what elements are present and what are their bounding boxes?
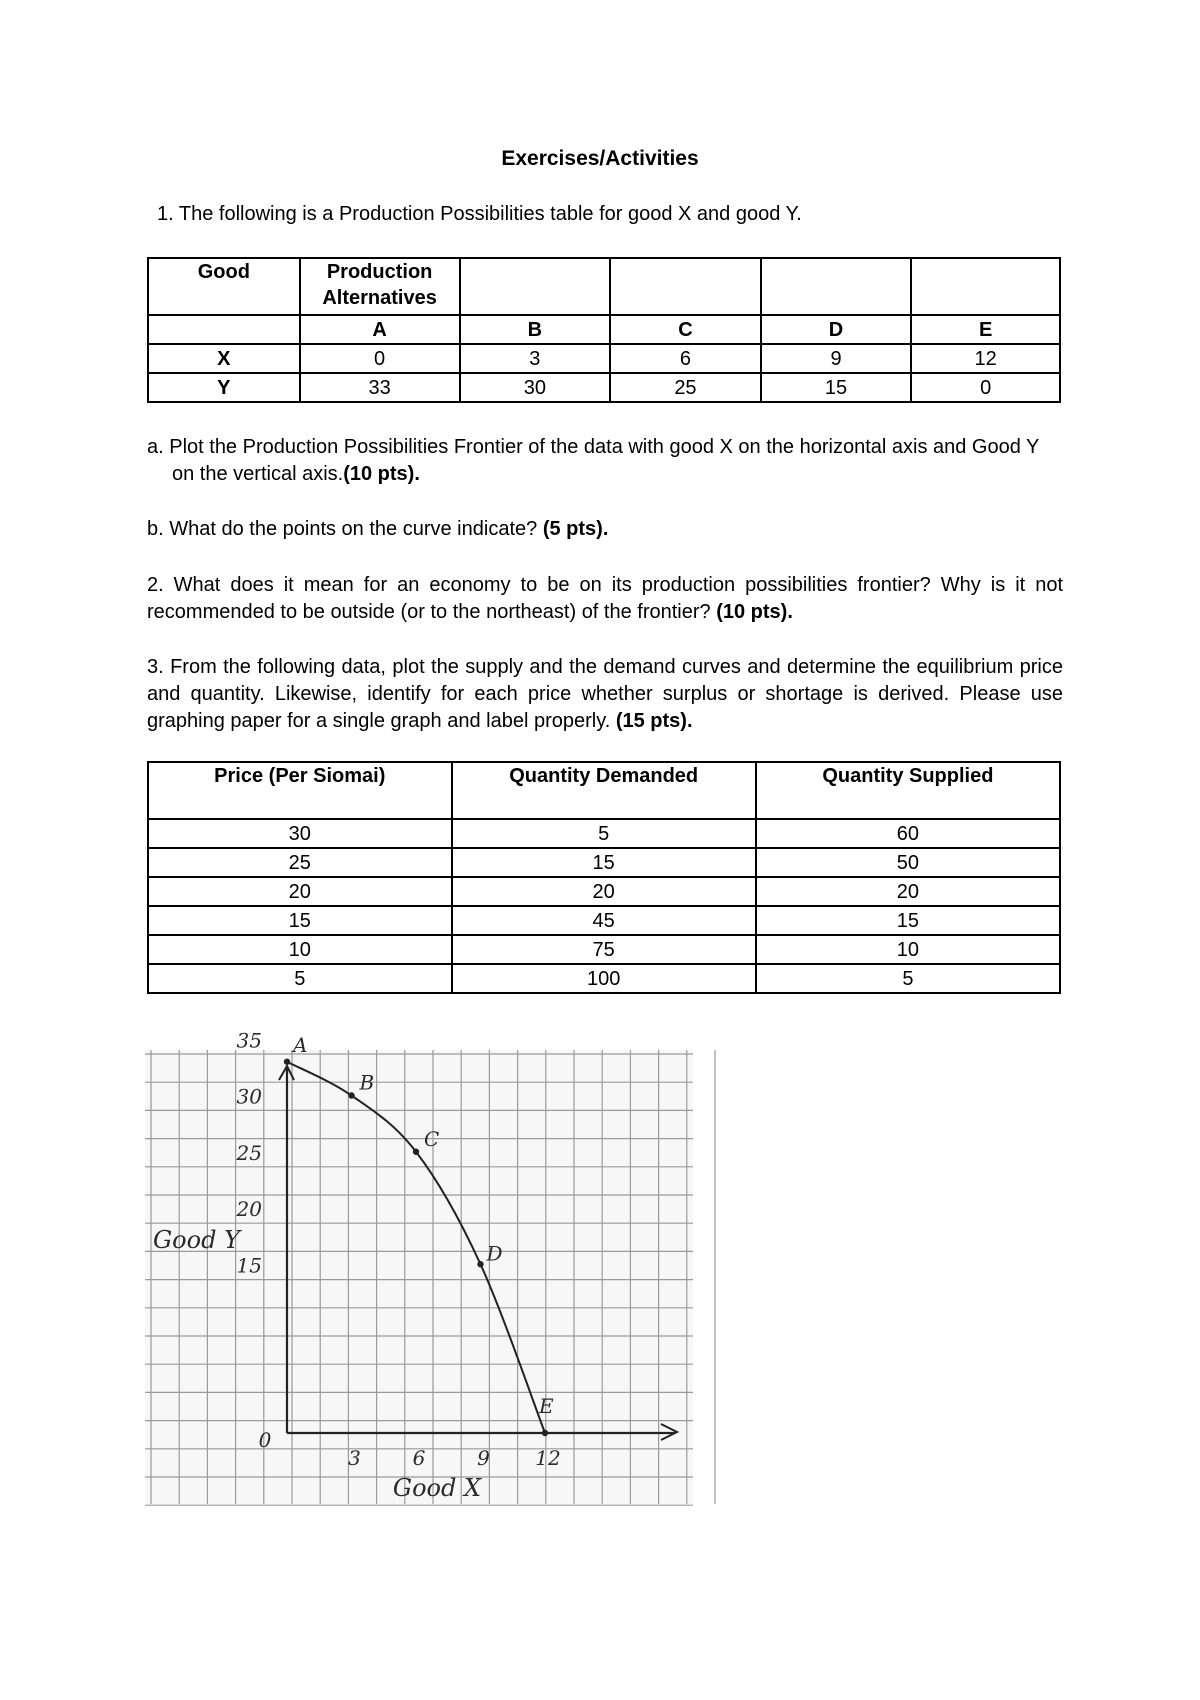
sdt-cell: 75: [452, 935, 756, 964]
y-tick-label: 20: [236, 1197, 262, 1221]
table-row: [148, 935, 1060, 964]
table-row: [148, 964, 1060, 993]
sdt-cell: 100: [452, 964, 756, 993]
question-1b-points: (5 pts).: [542, 518, 609, 540]
question-3-points: (15 pts).: [615, 710, 693, 732]
sdt-cell: 10: [756, 935, 1060, 964]
question-1a: [147, 434, 1063, 488]
ppt-cell: 3: [460, 344, 611, 373]
question-3: [147, 654, 1063, 735]
sdt-cell: 5: [452, 819, 756, 848]
table-row: [148, 848, 1060, 877]
table-row: [148, 906, 1060, 935]
ppf-point-label: E: [539, 1394, 554, 1418]
ppf-point-e: [542, 1430, 548, 1436]
y-tick-label: 25: [236, 1140, 262, 1165]
ppf-graph: [145, 1028, 693, 1504]
table-row: [148, 819, 1060, 848]
ppt-row-label: X: [148, 344, 300, 373]
question-2: [147, 572, 1063, 626]
ppf-point-b: [348, 1092, 354, 1098]
sdt-cell: 20: [452, 877, 756, 906]
origin-label: 0: [258, 1428, 272, 1452]
sdt-cell: 50: [756, 848, 1060, 877]
sdt-cell: 30: [148, 819, 452, 848]
y-tick-label: 30: [236, 1084, 262, 1109]
ppt-cell: 12: [911, 344, 1060, 373]
x-tick-label: 6: [412, 1446, 426, 1470]
ppt-subheader-cell: [148, 315, 300, 344]
supply-demand-table: [147, 761, 1061, 994]
sdt-header-supplied: Quantity Supplied: [756, 762, 1060, 819]
ppt-header-alternatives: Production Alternatives: [300, 258, 460, 315]
ppt-header-cell: [610, 258, 761, 315]
question-1-intro: 1. The following is a Production Possibilities table for good X and good Y.: [157, 203, 802, 225]
ppt-subheader-cell: B: [460, 315, 611, 344]
ppf-point-label: D: [486, 1241, 503, 1266]
question-1b: [147, 516, 1063, 543]
ppt-header-cell: [460, 258, 611, 315]
ppt-header-cell: [911, 258, 1060, 315]
ppt-subheader-cell: C: [610, 315, 761, 344]
ppf-point-c: [413, 1149, 419, 1155]
question-2-text: 2. What does it mean for an economy to be on its production possibilities frontier? Why is it not recommended to be outside (or to the northeast) of the frontier?: [147, 574, 1063, 623]
sdt-header-demanded: Quantity Demanded: [452, 762, 756, 819]
ppt-cell: 6: [610, 344, 761, 373]
table-row: [148, 877, 1060, 906]
x-tick-label: 12: [535, 1446, 561, 1470]
ppt-header-good: Good: [148, 258, 300, 315]
graph-paper: [145, 1050, 693, 1504]
ppt-cell: 0: [300, 344, 460, 373]
sdt-cell: 20: [756, 877, 1060, 906]
sdt-cell: 5: [148, 964, 452, 993]
ppf-point-d: [477, 1261, 483, 1267]
question-2-points: (10 pts).: [716, 601, 793, 623]
question-3-text: 3. From the following data, plot the supply and the demand curves and determine the equilibrium price and quantity. Likewise, identify for each price whether surplus or shortage is derived. Please use graphing paper for a single graph and label properly.: [147, 656, 1063, 732]
y-axis-title: Good Y: [153, 1226, 240, 1254]
question-1b-text: b. What do the points on the curve indicate?: [147, 518, 538, 540]
ppf-point-label: B: [359, 1070, 375, 1095]
ppt-cell: 30: [460, 373, 611, 402]
question-1a-points: (10 pts).: [343, 463, 420, 485]
sdt-cell: 15: [452, 848, 756, 877]
ppt-cell: 9: [761, 344, 912, 373]
production-possibilities-table: [147, 257, 1061, 403]
sdt-cell: 15: [756, 906, 1060, 935]
ppf-point-a: [284, 1059, 290, 1065]
ppt-header-cell: [761, 258, 912, 315]
question-1a-text: a. Plot the Production Possibilities Frontier of the data with good X on the horizontal axis and Good Y on the vertical axis.: [147, 436, 1040, 485]
ppt-subheader-cell: A: [300, 315, 460, 344]
ppt-cell: 33: [300, 373, 460, 402]
x-axis-title: Good X: [392, 1474, 482, 1502]
sdt-cell: 10: [148, 935, 452, 964]
ppt-subheader-cell: D: [761, 315, 912, 344]
sdt-cell: 60: [756, 819, 1060, 848]
sdt-header-price: Price (Per Siomai): [148, 762, 452, 819]
table-row: [148, 373, 1060, 402]
page-title: Exercises/Activities: [501, 147, 699, 170]
y-tick-label: 35: [236, 1028, 262, 1053]
ppt-cell: 0: [911, 373, 1060, 402]
sdt-cell: 25: [148, 848, 452, 877]
table-row: [148, 344, 1060, 373]
sdt-cell: 5: [756, 964, 1060, 993]
sdt-cell: 45: [452, 906, 756, 935]
ppt-subheader-cell: E: [911, 315, 1060, 344]
ppf-point-label: A: [293, 1032, 308, 1057]
ppt-cell: 15: [761, 373, 912, 402]
x-tick-label: 3: [348, 1446, 361, 1470]
ppt-row-label: Y: [148, 373, 300, 402]
x-tick-label: 9: [477, 1446, 490, 1470]
ppt-cell: 25: [610, 373, 761, 402]
y-tick-label: 15: [236, 1253, 262, 1278]
ppf-point-label: C: [424, 1126, 440, 1151]
sdt-cell: 20: [148, 877, 452, 906]
sdt-cell: 15: [148, 906, 452, 935]
